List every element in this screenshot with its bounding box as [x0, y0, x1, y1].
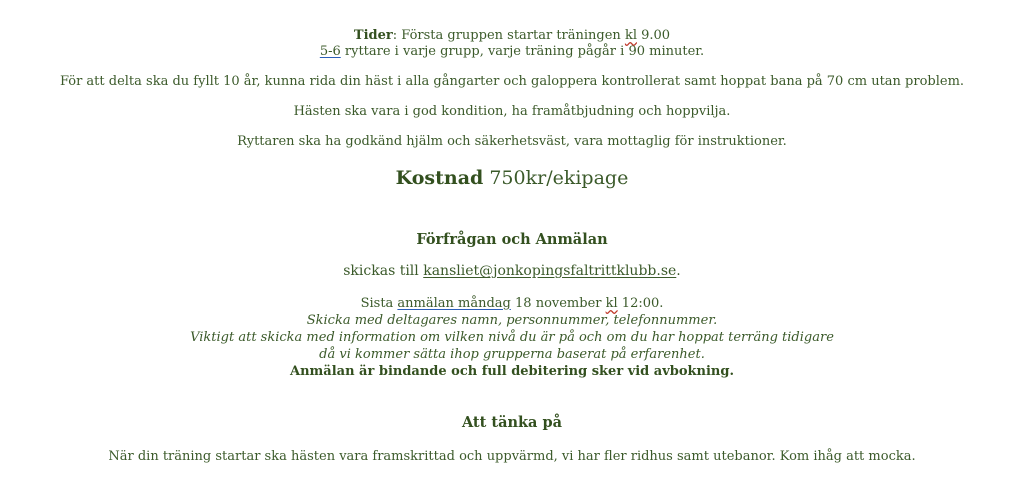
instruction-text-3: då vi kommer sätta ihop grupperna baserat på erfarenhet.: [319, 347, 705, 362]
rider-requirements-line: Ryttaren ska ha godkänd hjälm och säkerhetsväst, vara mottaglig för instruktioner.: [237, 134, 787, 149]
instruction-line-2: [0, 330, 1024, 346]
inquiry-heading: [0, 231, 1024, 249]
groups-text: ryttare i varje grupp, varje träning pågår i 90 minuter.: [340, 44, 705, 59]
cost-label: Kostnad: [395, 167, 484, 189]
instruction-line-1: [0, 313, 1024, 329]
instruction-text-1: Skicka med deltagares namn, personnummer, telefonnummer.: [306, 313, 718, 328]
consider-text: När din träning startar ska hästen vara framskrittad och uppvärmd, vi har fler ridhus samt utebanor. Kom ihåg att mocka.: [108, 449, 916, 464]
binding-notice: [0, 364, 1024, 380]
send-suffix: .: [676, 263, 681, 279]
schedule-text: : Första gruppen startar träningen: [392, 28, 625, 43]
deadline-kl: kl: [605, 296, 618, 311]
send-to-line: [0, 262, 1024, 280]
schedule-kl: kl: [624, 28, 637, 43]
requirements-line: För att delta ska du fyllt 10 år, kunna rida din häst i alla gångarter och galoppera kontrollerat samt hoppat bana på 70 cm utan problem.: [59, 74, 965, 89]
schedule-label: Tider: [353, 28, 393, 43]
consider-heading-text: Att tänka på: [461, 414, 563, 431]
deadline-line: [0, 296, 1024, 312]
group-size-range: 5-6: [319, 44, 341, 59]
groups-line: [0, 44, 1024, 60]
cost-line: [0, 166, 1024, 190]
deadline-prefix: Sista: [360, 296, 398, 311]
instruction-text-2: Viktigt att skicka med information om vilken nivå du är på och om du har hoppat terräng tidigare: [190, 330, 834, 345]
deadline-day: anmälan måndag: [397, 296, 511, 311]
horse-condition-line: Hästen ska vara i god kondition, ha framåtbjudning och hoppvilja.: [293, 104, 731, 119]
inquiry-heading-text: Förfrågan och Anmälan: [416, 231, 608, 248]
deadline-time: 12:00.: [617, 296, 664, 311]
email-link[interactable]: kansliet@jonkopingsfaltrittklubb.se: [423, 263, 677, 279]
binding-notice-text: Anmälan är bindande och full debitering sker vid avbokning.: [290, 364, 734, 379]
cost-value: 750kr/ekipage: [483, 167, 629, 189]
consider-heading: [0, 414, 1024, 432]
instruction-line-3: [0, 347, 1024, 363]
deadline-date: 18 november: [510, 296, 606, 311]
schedule-time: 9.00: [636, 28, 671, 43]
schedule-line: [0, 28, 1024, 44]
send-prefix: skickas till: [343, 263, 424, 279]
